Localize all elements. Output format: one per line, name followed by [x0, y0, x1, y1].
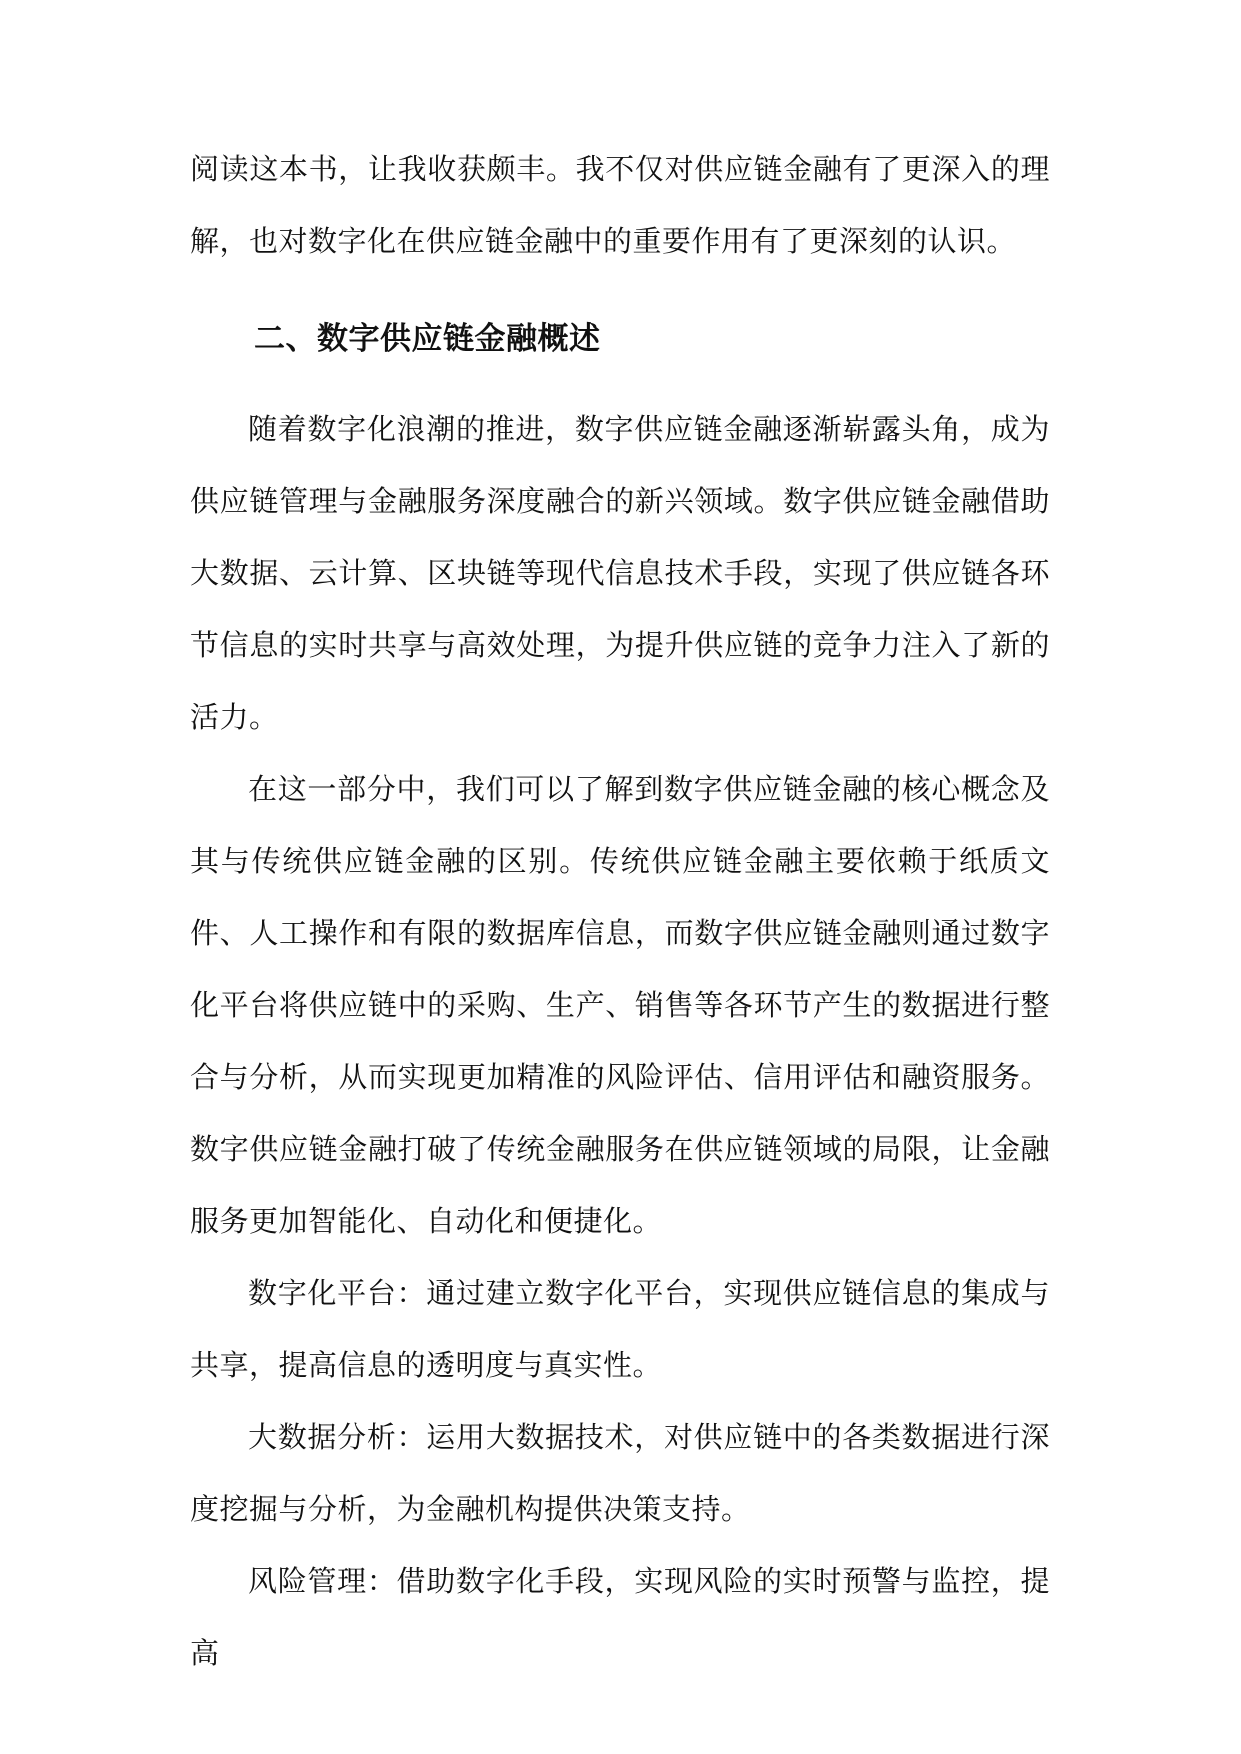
document-body — [190, 133, 1050, 1689]
paragraph-digital-trend: 随着数字化浪潮的推进，数字供应链金融逐渐崭露头角，成为供应链管理与金融服务深度融合的新兴领域。数字供应链金融借助大数据、云计算、区块链等现代信息技术手段，实现了供应链各环节信息的实时共享与高效处理，为提升供应链的竞争力注入了新的活力。 — [190, 412, 1050, 734]
paragraph-risk-management: 风险管理：借助数字化手段，实现风险的实时预警与监控，提高 — [190, 1564, 1050, 1670]
paragraph-core-concept: 在这一部分中，我们可以了解到数字供应链金融的核心概念及其与传统供应链金融的区别。传统供应链金融主要依赖于纸质文件、人工操作和有限的数据库信息，而数字供应链金融则通过数字化平台将供应链中的采购、生产、销售等各环节产生的数据进行整合与分析，从而实现更加精准的风险评估、信用评估和融资服务。数字供应链金融打破了传统金融服务在供应链领域的局限，让金融服务更加智能化、自动化和便捷化。 — [190, 772, 1050, 1238]
intro-paragraph: 阅读这本书，让我收获颇丰。我不仅对供应链金融有了更深入的理解，也对数字化在供应链金融中的重要作用有了更深刻的认识。 — [190, 152, 1050, 258]
paragraph-big-data-analysis: 大数据分析：运用大数据技术，对供应链中的各类数据进行深度挖掘与分析，为金融机构提供决策支持。 — [190, 1420, 1050, 1526]
paragraph-digital-platform: 数字化平台：通过建立数字化平台，实现供应链信息的集成与共享，提高信息的透明度与真实性。 — [190, 1276, 1050, 1382]
section-heading: 二、数字供应链金融概述 — [254, 321, 601, 357]
